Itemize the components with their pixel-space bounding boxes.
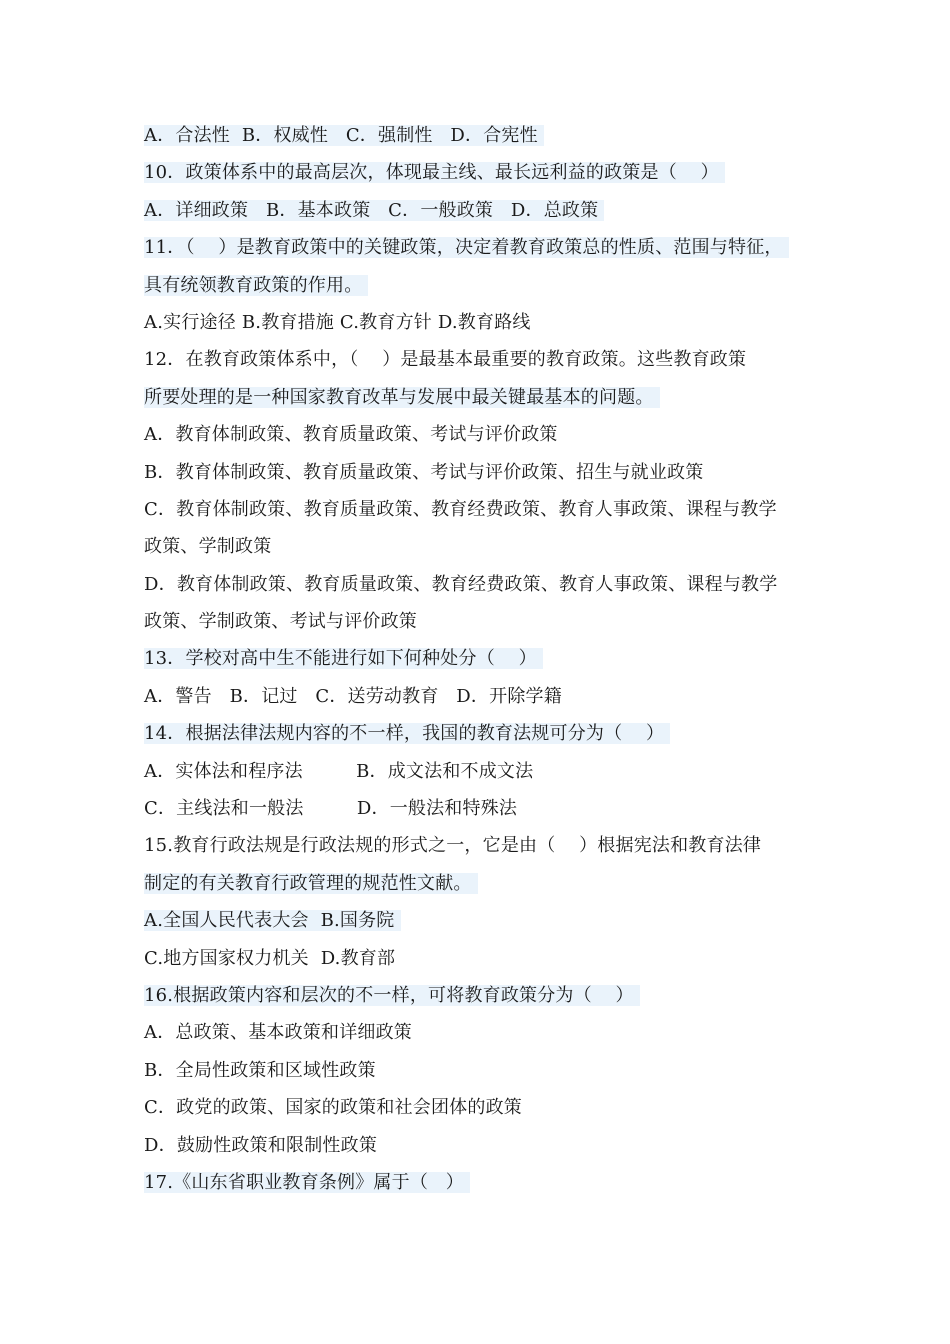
option-c-q12-cont [144,528,834,565]
question-11 [144,229,834,266]
option-line-q9 [144,117,834,154]
question-15 [144,827,834,864]
text-line: 14．根据法律法规内容的不一样，我国的教育法规可分为（ ） [144,723,670,744]
text-line: 15.教育行政法规是行政法规的形式之一，它是由（ ）根据宪法和教育法律 [144,835,762,857]
text-line: 政策、学制政策、考试与评价政策 [144,611,417,633]
option-line-q10 [144,192,834,229]
text-line: C．主线法和一般法 D．一般法和特殊法 [144,798,518,820]
text-line: 所要处理的是一种国家教育改革与发展中最关键最基本的问题。 [144,387,660,408]
text-line: 11．（ ）是教育政策中的关键政策，决定着教育政策总的性质、范围与特征， [144,237,789,258]
text-line: 17.《山东省职业教育条例》属于（ ） [144,1172,470,1193]
text-line: 具有统领教育政策的作用。 [144,275,368,296]
option-line-q11 [144,304,834,341]
question-13 [144,640,834,677]
option-b-q16 [144,1052,834,1089]
text-line: D．教育体制政策、教育质量政策、教育经费政策、教育人事政策、课程与教学 [144,573,778,595]
text-line: A．总政策、基本政策和详细政策 [144,1022,412,1044]
text-line: D．鼓励性政策和限制性政策 [144,1134,378,1156]
question-16 [144,977,834,1014]
text-line: B．全局性政策和区域性政策 [144,1059,376,1081]
text-line: A．合法性 B．权威性 C．强制性 D．合宪性 [144,125,544,146]
option-a-q12 [144,416,834,453]
text-line: C.地方国家权力机关 D.教育部 [144,947,396,969]
option-ab-q15 [144,902,834,939]
option-a-q16 [144,1014,834,1051]
text-line: A.全国人民代表大会 B.国务院 [144,910,401,931]
question-10 [144,154,834,191]
question-14 [144,715,834,752]
option-d-q12-cont [144,603,834,640]
text-line: C．政党的政策、国家的政策和社会团体的政策 [144,1097,522,1119]
text-line: 10．政策体系中的最高层次，体现最主线、最长远利益的政策是（ ） [144,162,725,183]
text-line: A．详细政策 B．基本政策 C．一般政策 D．总政策 [144,200,604,221]
text-line: 12．在教育政策体系中，（ ）是最基本最重要的教育政策。这些教育政策 [144,349,747,371]
option-ab-q14 [144,753,834,790]
option-cd-q15 [144,940,834,977]
question-15-cont [144,865,834,902]
option-line-q13 [144,678,834,715]
text-line: A．警告 B．记过 C．送劳动教育 D．开除学籍 [144,685,562,707]
option-d-q16 [144,1127,834,1164]
document-page [144,117,834,1201]
option-c-q16 [144,1089,834,1126]
option-cd-q14 [144,790,834,827]
option-d-q12 [144,566,834,603]
question-12-cont [144,379,834,416]
question-11-cont [144,267,834,304]
text-line: A．实体法和程序法 B．成文法和不成文法 [144,760,534,782]
option-b-q12 [144,454,834,491]
option-c-q12 [144,491,834,528]
question-12 [144,341,834,378]
text-line: A．教育体制政策、教育质量政策、考试与评价政策 [144,424,558,446]
question-17 [144,1164,834,1201]
text-line: A.实行途径 B.教育措施 C.教育方针 D.教育路线 [144,311,531,333]
text-line: B．教育体制政策、教育质量政策、考试与评价政策、招生与就业政策 [144,461,704,483]
text-line: 政策、学制政策 [144,536,272,558]
text-line: 16.根据政策内容和层次的不一样，可将教育政策分为（ ） [144,985,640,1006]
text-line: C．教育体制政策、教育质量政策、教育经费政策、教育人事政策、课程与教学 [144,498,777,520]
text-line: 13．学校对高中生不能进行如下何种处分（ ） [144,648,543,669]
text-line: 制定的有关教育行政管理的规范性文献。 [144,873,478,894]
